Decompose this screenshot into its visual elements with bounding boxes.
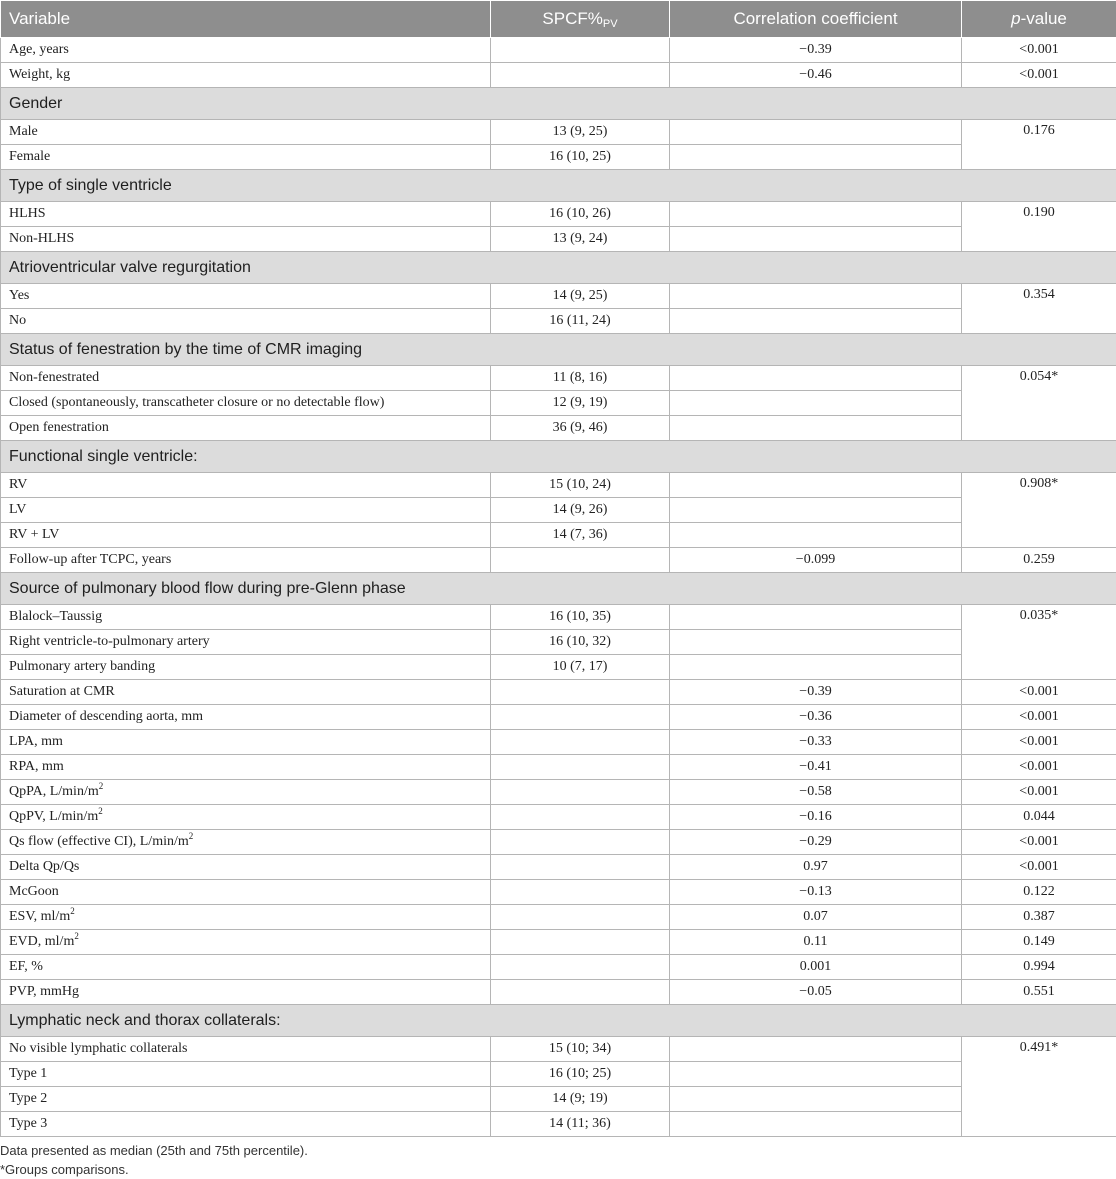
p-value-cell: <0.001 xyxy=(962,38,1116,63)
p-value-cell: 0.176 xyxy=(962,120,1116,170)
correlation-cell xyxy=(670,284,962,309)
spcf-cell: 13 (9, 25) xyxy=(491,120,670,145)
table-row xyxy=(1,705,1116,730)
correlation-cell: −0.46 xyxy=(670,63,962,88)
table-body xyxy=(1,38,1116,1137)
variable-cell xyxy=(1,780,491,805)
variable-cell xyxy=(1,120,491,145)
table-row xyxy=(1,680,1116,705)
variable-cell xyxy=(1,930,491,955)
variable-cell xyxy=(1,605,491,630)
section-row xyxy=(1,88,1116,120)
table-row xyxy=(1,755,1116,780)
variable-cell xyxy=(1,366,491,391)
table-row xyxy=(1,780,1116,805)
header-p-rest: -value xyxy=(1021,9,1067,28)
variable-label: Right ventricle-to-pulmonary artery xyxy=(9,634,210,649)
variable-cell xyxy=(1,284,491,309)
variable-label: HLHS xyxy=(9,206,46,221)
p-value-cell: 0.259 xyxy=(962,548,1116,573)
table-row xyxy=(1,120,1116,145)
variable-label: Qs flow (effective CI), L/min/m xyxy=(9,834,189,849)
variable-cell xyxy=(1,630,491,655)
header-row xyxy=(1,1,1116,38)
variable-label: Type 3 xyxy=(9,1116,47,1131)
section-row xyxy=(1,170,1116,202)
variable-label: McGoon xyxy=(9,884,59,899)
variable-label: Open fenestration xyxy=(9,420,109,435)
spcf-cell xyxy=(491,755,670,780)
variable-cell xyxy=(1,680,491,705)
variable-cell xyxy=(1,1062,491,1087)
correlation-cell xyxy=(670,630,962,655)
spcf-cell: 11 (8, 16) xyxy=(491,366,670,391)
spcf-cell xyxy=(491,38,670,63)
header-variable: Variable xyxy=(1,1,491,38)
variable-label: Closed (spontaneously, transcatheter closure or no detectable flow) xyxy=(9,395,384,410)
correlation-cell xyxy=(670,655,962,680)
variable-label: RV xyxy=(9,477,27,492)
spcf-cell xyxy=(491,805,670,830)
unit-superscript: 2 xyxy=(70,906,75,916)
spcf-cell: 12 (9, 19) xyxy=(491,391,670,416)
p-value-cell: <0.001 xyxy=(962,855,1116,880)
correlation-cell: 0.07 xyxy=(670,905,962,930)
variable-cell xyxy=(1,548,491,573)
correlation-cell xyxy=(670,391,962,416)
spcf-cell xyxy=(491,955,670,980)
spcf-cell xyxy=(491,905,670,930)
unit-superscript: 2 xyxy=(189,831,194,841)
spcf-cell: 16 (10, 25) xyxy=(491,145,670,170)
spcf-cell: 16 (10, 26) xyxy=(491,202,670,227)
spcf-cell: 36 (9, 46) xyxy=(491,416,670,441)
spcf-cell: 16 (10, 32) xyxy=(491,630,670,655)
correlation-cell xyxy=(670,145,962,170)
variable-label: Blalock–Taussig xyxy=(9,609,102,624)
table-row xyxy=(1,227,1116,252)
correlation-cell xyxy=(670,227,962,252)
variable-cell xyxy=(1,1037,491,1062)
variable-label: QpPV, L/min/m xyxy=(9,809,98,824)
spcf-cell xyxy=(491,980,670,1005)
table-row xyxy=(1,955,1116,980)
spcf-cell xyxy=(491,830,670,855)
spcf-cell: 15 (10, 24) xyxy=(491,473,670,498)
correlation-cell: 0.97 xyxy=(670,855,962,880)
correlation-cell: 0.001 xyxy=(670,955,962,980)
note-line-1: Data presented as median (25th and 75th percentile). xyxy=(0,1141,308,1160)
p-value-cell: <0.001 xyxy=(962,63,1116,88)
table-row xyxy=(1,284,1116,309)
spcf-cell xyxy=(491,63,670,88)
variable-label: Delta Qp/Qs xyxy=(9,859,79,874)
table-row xyxy=(1,855,1116,880)
p-value-cell: <0.001 xyxy=(962,730,1116,755)
spcf-cell xyxy=(491,705,670,730)
spcf-cell: 13 (9, 24) xyxy=(491,227,670,252)
p-value-cell: 0.122 xyxy=(962,880,1116,905)
variable-cell xyxy=(1,227,491,252)
table-row xyxy=(1,416,1116,441)
correlation-cell xyxy=(670,1062,962,1087)
correlation-cell xyxy=(670,120,962,145)
table-row xyxy=(1,805,1116,830)
variable-cell xyxy=(1,655,491,680)
variable-cell xyxy=(1,880,491,905)
variable-label: EVD, ml/m xyxy=(9,934,74,949)
table-row xyxy=(1,366,1116,391)
p-value-cell: 0.387 xyxy=(962,905,1116,930)
correlation-cell xyxy=(670,605,962,630)
table-row xyxy=(1,630,1116,655)
variable-label: Diameter of descending aorta, mm xyxy=(9,709,203,724)
variable-cell xyxy=(1,805,491,830)
spcf-cell xyxy=(491,780,670,805)
spcf-cell: 14 (11; 36) xyxy=(491,1112,670,1137)
correlation-cell: −0.05 xyxy=(670,980,962,1005)
correlation-cell xyxy=(670,366,962,391)
section-label: Lymphatic neck and thorax collaterals: xyxy=(1,1005,1116,1037)
correlation-cell: −0.33 xyxy=(670,730,962,755)
variable-cell xyxy=(1,473,491,498)
header-spcf-main: SPCF% xyxy=(542,9,602,28)
variable-label: Female xyxy=(9,149,50,164)
note-line-2: *Groups comparisons. xyxy=(0,1160,308,1179)
header-spcf-sub: PV xyxy=(603,18,618,30)
unit-superscript: 2 xyxy=(98,806,103,816)
variable-cell xyxy=(1,705,491,730)
correlation-cell xyxy=(670,1087,962,1112)
spcf-cell: 10 (7, 17) xyxy=(491,655,670,680)
variable-label: LPA, mm xyxy=(9,734,63,749)
table-row xyxy=(1,309,1116,334)
correlation-cell xyxy=(670,498,962,523)
variable-cell xyxy=(1,63,491,88)
variable-cell xyxy=(1,416,491,441)
table-row xyxy=(1,145,1116,170)
header-p-value xyxy=(962,1,1116,38)
variable-cell xyxy=(1,980,491,1005)
correlation-cell: −0.58 xyxy=(670,780,962,805)
variable-label: PVP, mmHg xyxy=(9,984,79,999)
section-row xyxy=(1,1005,1116,1037)
variable-cell xyxy=(1,855,491,880)
variable-label: Type 1 xyxy=(9,1066,47,1081)
variable-label: Yes xyxy=(9,288,29,303)
table-row xyxy=(1,1037,1116,1062)
variable-label: Pulmonary artery banding xyxy=(9,659,155,674)
variable-cell xyxy=(1,1087,491,1112)
correlation-cell: −0.29 xyxy=(670,830,962,855)
table-row xyxy=(1,655,1116,680)
table-row xyxy=(1,930,1116,955)
table-row xyxy=(1,473,1116,498)
spcf-cell: 14 (9; 19) xyxy=(491,1087,670,1112)
spcf-cell: 15 (10; 34) xyxy=(491,1037,670,1062)
spcf-cell xyxy=(491,930,670,955)
p-value-cell: 0.035* xyxy=(962,605,1116,680)
p-value-cell: <0.001 xyxy=(962,755,1116,780)
variable-cell xyxy=(1,730,491,755)
section-label: Atrioventricular valve regurgitation xyxy=(1,252,1116,284)
section-row xyxy=(1,334,1116,366)
variable-label: LV xyxy=(9,502,26,517)
correlation-cell xyxy=(670,473,962,498)
p-value-cell: 0.994 xyxy=(962,955,1116,980)
correlation-cell: −0.39 xyxy=(670,680,962,705)
spcf-cell xyxy=(491,548,670,573)
p-value-cell: 0.908* xyxy=(962,473,1116,548)
correlation-cell xyxy=(670,1037,962,1062)
table-row xyxy=(1,498,1116,523)
spcf-cell: 14 (9, 26) xyxy=(491,498,670,523)
p-value-cell: <0.001 xyxy=(962,705,1116,730)
section-label: Source of pulmonary blood flow during pre-Glenn phase xyxy=(1,573,1116,605)
p-value-cell: 0.551 xyxy=(962,980,1116,1005)
header-correlation: Correlation coefficient xyxy=(670,1,962,38)
table-row xyxy=(1,1112,1116,1137)
variable-label: ESV, ml/m xyxy=(9,909,70,924)
variable-label: RPA, mm xyxy=(9,759,64,774)
section-row xyxy=(1,441,1116,473)
p-value-cell: 0.354 xyxy=(962,284,1116,334)
spcf-cell: 16 (10; 25) xyxy=(491,1062,670,1087)
table-row xyxy=(1,980,1116,1005)
variable-label: Non-fenestrated xyxy=(9,370,99,385)
table-row xyxy=(1,605,1116,630)
correlation-cell: −0.36 xyxy=(670,705,962,730)
variable-cell xyxy=(1,955,491,980)
correlation-cell: −0.41 xyxy=(670,755,962,780)
correlation-cell: −0.099 xyxy=(670,548,962,573)
p-value-cell: 0.044 xyxy=(962,805,1116,830)
variable-cell xyxy=(1,905,491,930)
header-p-italic: p xyxy=(1011,9,1020,28)
p-value-cell: 0.190 xyxy=(962,202,1116,252)
section-label: Functional single ventricle: xyxy=(1,441,1116,473)
variable-label: Follow-up after TCPC, years xyxy=(9,552,171,567)
table-row xyxy=(1,1087,1116,1112)
header-spcf xyxy=(491,1,670,38)
correlation-cell: 0.11 xyxy=(670,930,962,955)
variable-label: Age, years xyxy=(9,42,69,57)
p-value-cell: 0.054* xyxy=(962,366,1116,441)
variable-label: RV + LV xyxy=(9,527,59,542)
spcf-cell xyxy=(491,880,670,905)
variable-label: Male xyxy=(9,124,38,139)
p-value-cell: 0.491* xyxy=(962,1037,1116,1137)
section-row xyxy=(1,573,1116,605)
spcf-cell: 14 (9, 25) xyxy=(491,284,670,309)
correlation-cell: −0.39 xyxy=(670,38,962,63)
unit-superscript: 2 xyxy=(99,781,104,791)
variable-cell xyxy=(1,391,491,416)
table-row xyxy=(1,905,1116,930)
correlation-cell xyxy=(670,523,962,548)
p-value-cell: <0.001 xyxy=(962,780,1116,805)
table-row xyxy=(1,730,1116,755)
spcf-cell: 16 (10, 35) xyxy=(491,605,670,630)
correlation-cell xyxy=(670,1112,962,1137)
variable-label: Type 2 xyxy=(9,1091,47,1106)
variable-label: Non-HLHS xyxy=(9,231,74,246)
variable-cell xyxy=(1,830,491,855)
variable-cell xyxy=(1,498,491,523)
variable-label: Weight, kg xyxy=(9,67,70,82)
correlation-cell xyxy=(670,309,962,334)
variable-cell xyxy=(1,145,491,170)
variable-cell xyxy=(1,1112,491,1137)
spcf-cell xyxy=(491,730,670,755)
table-row xyxy=(1,880,1116,905)
spcf-cell xyxy=(491,855,670,880)
table-row xyxy=(1,38,1116,63)
variable-label: QpPA, L/min/m xyxy=(9,784,99,799)
variable-label: Saturation at CMR xyxy=(9,684,115,699)
p-value-cell: 0.149 xyxy=(962,930,1116,955)
table-row xyxy=(1,1062,1116,1087)
correlation-cell: −0.16 xyxy=(670,805,962,830)
section-label: Gender xyxy=(1,88,1116,120)
variable-cell xyxy=(1,523,491,548)
correlation-cell xyxy=(670,202,962,227)
correlation-cell: −0.13 xyxy=(670,880,962,905)
section-label: Status of fenestration by the time of CMR imaging xyxy=(1,334,1116,366)
spcf-cell: 16 (11, 24) xyxy=(491,309,670,334)
variable-cell xyxy=(1,202,491,227)
section-label: Type of single ventricle xyxy=(1,170,1116,202)
p-value-cell: <0.001 xyxy=(962,680,1116,705)
variable-label: No visible lymphatic collaterals xyxy=(9,1041,187,1056)
spcf-cell xyxy=(491,680,670,705)
correlation-cell xyxy=(670,416,962,441)
spcf-cell: 14 (7, 36) xyxy=(491,523,670,548)
variable-cell xyxy=(1,309,491,334)
unit-superscript: 2 xyxy=(74,931,79,941)
section-row xyxy=(1,252,1116,284)
variable-cell xyxy=(1,755,491,780)
variable-label: No xyxy=(9,313,26,328)
table-row xyxy=(1,830,1116,855)
p-value-cell: <0.001 xyxy=(962,830,1116,855)
variable-cell xyxy=(1,38,491,63)
variable-label: EF, % xyxy=(9,959,43,974)
table-row xyxy=(1,523,1116,548)
table-row xyxy=(1,548,1116,573)
table-row xyxy=(1,63,1116,88)
table-row xyxy=(1,202,1116,227)
table-notes xyxy=(0,1141,308,1179)
table-row xyxy=(1,391,1116,416)
